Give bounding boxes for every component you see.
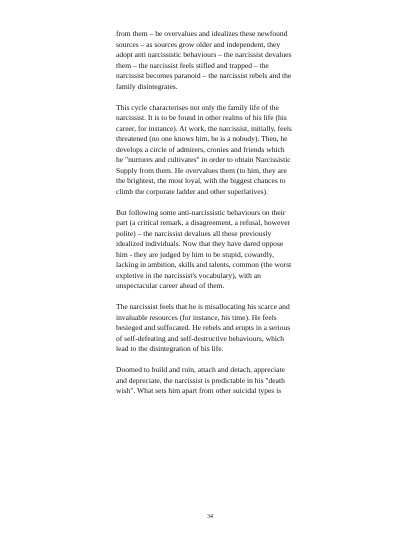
paragraph — [116, 208, 320, 292]
text-line: career, for instance). At work, the narcissist, initially, feels — [116, 123, 292, 133]
paragraph — [116, 103, 320, 198]
text-line: the brightest, the most loyal, with the biggest chances to — [116, 176, 286, 185]
text-line: from them – he overvalues and idealizes these newfound — [116, 29, 288, 38]
text-line: narcissist. It is to be found in other realms of his life (his — [116, 113, 287, 122]
paragraph — [116, 365, 320, 397]
body-text — [116, 29, 320, 407]
text-line: unspectacular career ahead of them. — [116, 281, 225, 290]
text-line: besieged and suffocated. He rebels and erupts in a serious — [116, 323, 291, 332]
text-line: polite) – the narcissist devalues all these previously — [116, 228, 272, 238]
paragraph — [116, 302, 320, 355]
text-line: invaluable resources (for instance, his time). He feels — [116, 312, 277, 322]
text-line: But following some anti-narcissistic behaviours on their — [116, 207, 286, 217]
text-line: threatened (no one knows him, he is a nobody). Then, he — [116, 134, 288, 143]
text-line: sources – as sources grow older and independent, they — [116, 39, 281, 49]
paragraph — [116, 29, 320, 92]
text-line: lacking in ambition, skills and talents, common (the worst — [116, 260, 292, 269]
text-line: him - they are judged by him to be stupid, cowardly, — [116, 249, 274, 259]
text-line: family disintegrates. — [116, 81, 178, 91]
text-line: of self-defeating and self-destructive behaviours, which — [116, 333, 285, 343]
text-line: lead to the disintegration of his life. — [116, 344, 224, 353]
text-line: develops a circle of admirers, cronies and friends which — [116, 144, 285, 154]
text-line: them – the narcissist feels stifled and trapped – the — [116, 60, 269, 70]
text-line: climb the corporate ladder and other superlatives). — [116, 186, 268, 196]
text-line: and depreciate, the narcissist is predictable in his "death — [116, 375, 285, 385]
text-line: idealized individuals. Now that they have dared oppose — [116, 239, 284, 248]
text-line: he "nurtures and cultivates" in order to obtain Narcissistic — [116, 155, 291, 164]
text-line: wish". What sets him apart from other suicidal types is — [116, 386, 282, 395]
text-line: part (a critical remark, a disagreement, a refusal, however — [116, 218, 291, 227]
text-line: Supply from them. He overvalues them (to him, they are — [116, 165, 287, 175]
text-line: This cycle characterises not only the family life of the — [116, 102, 279, 112]
text-line: The narcissist feels that he is misallocating his scarce and — [116, 302, 290, 311]
text-line: expletive in the narcissist's vocabulary), with an — [116, 270, 261, 280]
text-line: adopt anti narcissistic behaviours – the narcissist devalues — [116, 50, 292, 59]
text-line: Doomed to build and ruin, attach and detach, appreciate — [116, 365, 285, 374]
text-line: narcissist becomes paranoid – the narcissist rebels and the — [116, 71, 292, 80]
page-number: 34 — [207, 514, 213, 520]
